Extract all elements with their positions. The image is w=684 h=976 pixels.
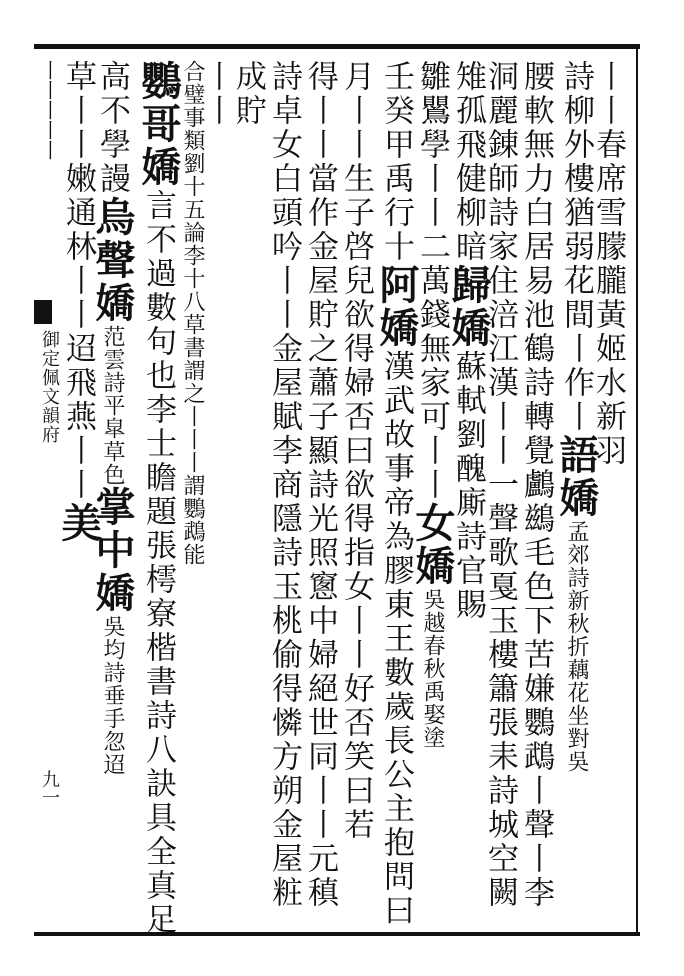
text-column <box>55 60 102 545</box>
body-text: 迢飛燕丨丨 <box>60 332 96 502</box>
text-column <box>553 60 600 773</box>
text-column <box>176 60 207 566</box>
annotation-text: 吳均詩垂手忽迢 <box>100 615 125 776</box>
body-text: 丨丨春席雪朦朧黃姬水新羽 <box>590 60 626 468</box>
text-column <box>135 60 182 937</box>
body-text: 洞麗錬師詩家住涪江漢丨丨一聲歌戛玉樓簫張耒詩城空闕 <box>482 60 518 910</box>
page-number: 九一 <box>39 770 60 806</box>
body-text: 壬癸甲禹行十 <box>378 60 414 264</box>
margin-black-tab <box>34 300 52 324</box>
body-text: 兒欲得婦否曰欲得指女丨丨好否笑曰若 <box>338 264 374 842</box>
annotation-text: 合璧事類劉十五論李十八草書謂之丨丨丨謂鸚鵡能 <box>180 60 205 566</box>
body-text: 成貯 <box>230 60 266 128</box>
headword: 烏聲嬌 <box>89 196 136 325</box>
text-column <box>482 60 518 910</box>
body-text: 嫩通林丨丨 <box>60 162 96 332</box>
body-text: 月丨丨生子啓 <box>338 60 374 264</box>
text-column <box>266 60 302 910</box>
headword: 鸚哥嬌 <box>135 60 182 189</box>
headword: 歸嬌 <box>445 264 492 350</box>
headword: 美 <box>55 502 102 545</box>
body-text: 雛鸎學丨丨 <box>414 60 450 230</box>
book-title: 御定佩文韻府 <box>39 330 60 444</box>
body-text: 腰軟無力白居易池鶴詩轉覺鸕鷀毛色下苦嫌鸚鵡丨聲丨李 <box>518 60 554 910</box>
body-text: 蘇軾劉醜廝詩官賜 <box>450 350 486 622</box>
text-column <box>338 60 374 842</box>
body-text: 草丨丨 <box>60 60 96 162</box>
headword: 掌中嬌 <box>89 486 136 615</box>
text-column <box>590 60 626 468</box>
body-text: 雉孤飛健柳暗 <box>450 60 486 264</box>
bottom-border-rule <box>34 932 640 936</box>
right-border-rule <box>636 44 638 936</box>
body-text: 丨丨 <box>198 60 234 128</box>
headword: 阿嬌 <box>373 264 420 350</box>
headword: 女嬌 <box>409 502 456 588</box>
text-column <box>89 60 136 776</box>
text-column <box>302 60 338 910</box>
text-column <box>518 60 554 910</box>
body-text: 詩柳外樓猶弱花間丨作丨 <box>558 60 594 434</box>
annotation-text: 孟郊詩新秋折藕花坐對吳 <box>564 520 589 773</box>
text-column <box>373 60 420 928</box>
margin-top-marks: 丨丨丨丨丨 <box>37 60 61 160</box>
headword: 語嬌 <box>553 434 600 520</box>
body-text: 詩卓女白頭吟丨丨金屋賦李商隱詩玉桃偷得憐方朔金屋粧 <box>266 60 302 910</box>
text-column <box>409 60 456 749</box>
body-text: 高不學謾 <box>94 60 130 196</box>
annotation-text: 范雲詩平皐草色 <box>100 325 125 486</box>
body-text: 言不過數句也李士瞻題張樗寮楷書詩八訣具全真足 <box>140 189 176 937</box>
top-border-rule <box>34 44 640 49</box>
body-text: 二萬錢無家可丨丨 <box>414 230 450 502</box>
text-column <box>230 60 266 128</box>
annotation-text: 吳越春秋禹娶塗 <box>420 588 445 749</box>
body-text: 漢武故事帝為膠東王數歲長公主抱問曰 <box>378 350 414 928</box>
body-text: 得丨丨當作金屋貯之蕭子顯詩光照窻中婦絕世同丨丨元稹 <box>302 60 338 910</box>
